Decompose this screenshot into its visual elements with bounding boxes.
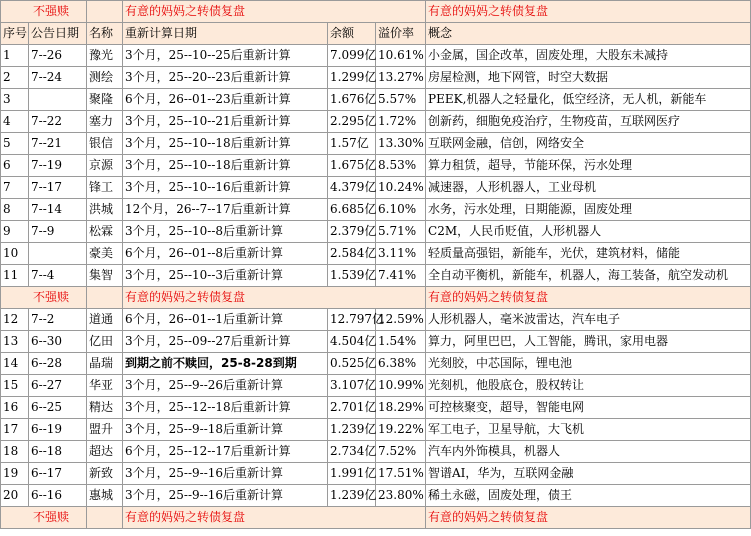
cell-no: 13 xyxy=(1,331,29,353)
banner-right: 有意的妈妈之转债复盘 xyxy=(426,507,751,529)
cell-date: 6--19 xyxy=(29,419,87,441)
cell-concept: 汽车内外饰模具，机器人 xyxy=(426,441,751,463)
banner-left: 不强赎 xyxy=(1,1,87,23)
cell-prem: 10.99% xyxy=(376,375,426,397)
cell-no: 9 xyxy=(1,221,29,243)
cell-bal: 1.57亿 xyxy=(328,133,376,155)
cell-prem: 19.22% xyxy=(376,419,426,441)
cell-bal: 1.239亿 xyxy=(328,419,376,441)
cell-name: 塞力 xyxy=(87,111,123,133)
cell-date: 7--19 xyxy=(29,155,87,177)
table-row xyxy=(1,155,751,177)
cell-date xyxy=(29,243,87,265)
banner-row xyxy=(1,287,751,309)
banner-empty-cell xyxy=(87,507,123,529)
cell-concept: 稀土永磁，固废处理，债王 xyxy=(426,485,751,507)
cell-no: 14 xyxy=(1,353,29,375)
banner-mid: 有意的妈妈之转债复盘 xyxy=(123,1,426,23)
cell-concept: 军工电子，卫星导航，大飞机 xyxy=(426,419,751,441)
cell-bal: 1.239亿 xyxy=(328,485,376,507)
column-header: 重新计算日期 xyxy=(123,23,328,45)
cell-date: 6--25 xyxy=(29,397,87,419)
cell-prem: 1.72% xyxy=(376,111,426,133)
cell-recalc: 3个月，25--10--25后重新计算 xyxy=(123,45,328,67)
banner-row xyxy=(1,1,751,23)
cell-recalc: 3个月，25--10--16后重新计算 xyxy=(123,177,328,199)
cell-recalc: 3个月，25--9--16后重新计算 xyxy=(123,463,328,485)
table-row xyxy=(1,45,751,67)
header-row xyxy=(1,23,751,45)
table-row xyxy=(1,353,751,375)
cell-date: 6--27 xyxy=(29,375,87,397)
cell-date: 7--9 xyxy=(29,221,87,243)
cell-no: 15 xyxy=(1,375,29,397)
table-row xyxy=(1,309,751,331)
column-header: 余额 xyxy=(328,23,376,45)
cell-concept: 水务，污水处理，日期能源，固废处理 xyxy=(426,199,751,221)
cell-bal: 1.299亿 xyxy=(328,67,376,89)
table-row xyxy=(1,133,751,155)
cell-date: 7--22 xyxy=(29,111,87,133)
cell-concept: 算力，阿里巴巴，人工智能，腾讯，家用电器 xyxy=(426,331,751,353)
cell-no: 16 xyxy=(1,397,29,419)
cell-date xyxy=(29,89,87,111)
cell-prem: 18.29% xyxy=(376,397,426,419)
cell-recalc: 6个月，26--01--23后重新计算 xyxy=(123,89,328,111)
table-row xyxy=(1,419,751,441)
cell-date: 7--26 xyxy=(29,45,87,67)
cell-name: 华亚 xyxy=(87,375,123,397)
cell-name: 精达 xyxy=(87,397,123,419)
cell-date: 7--4 xyxy=(29,265,87,287)
cell-no: 12 xyxy=(1,309,29,331)
cell-no: 7 xyxy=(1,177,29,199)
cell-prem: 23.80% xyxy=(376,485,426,507)
cell-bal: 2.734亿 xyxy=(328,441,376,463)
cell-bal: 12.797亿 xyxy=(328,309,376,331)
cell-concept: 小金属，国企改革，固废处理，大股东未减持 xyxy=(426,45,751,67)
banner-empty-cell xyxy=(87,1,123,23)
cell-no: 20 xyxy=(1,485,29,507)
cell-bal: 0.525亿 xyxy=(328,353,376,375)
cell-concept: PEEK,机器人之轻量化，低空经济，无人机，新能车 xyxy=(426,89,751,111)
cell-recalc: 3个月，25--9--18后重新计算 xyxy=(123,419,328,441)
cell-prem: 17.51% xyxy=(376,463,426,485)
table-row xyxy=(1,177,751,199)
cell-recalc: 3个月，25--10--21后重新计算 xyxy=(123,111,328,133)
cell-bal: 7.099亿 xyxy=(328,45,376,67)
cell-concept: 光刻胶，中芯国际，锂电池 xyxy=(426,353,751,375)
cell-no: 5 xyxy=(1,133,29,155)
cell-no: 8 xyxy=(1,199,29,221)
cell-no: 6 xyxy=(1,155,29,177)
cell-name: 豫光 xyxy=(87,45,123,67)
column-header: 序号 xyxy=(1,23,29,45)
cell-date: 6--30 xyxy=(29,331,87,353)
cell-name: 聚隆 xyxy=(87,89,123,111)
table-row xyxy=(1,463,751,485)
cell-no: 1 xyxy=(1,45,29,67)
cell-prem: 5.57% xyxy=(376,89,426,111)
banner-right: 有意的妈妈之转债复盘 xyxy=(426,287,751,309)
cell-bal: 3.107亿 xyxy=(328,375,376,397)
column-header: 溢价率 xyxy=(376,23,426,45)
table-row xyxy=(1,89,751,111)
cell-date: 6--16 xyxy=(29,485,87,507)
cell-bal: 2.379亿 xyxy=(328,221,376,243)
table-row xyxy=(1,331,751,353)
cell-prem: 3.11% xyxy=(376,243,426,265)
column-header: 概念 xyxy=(426,23,751,45)
table-row xyxy=(1,397,751,419)
cell-recalc: 3个月，25--10--8后重新计算 xyxy=(123,221,328,243)
cell-name: 松霖 xyxy=(87,221,123,243)
banner-empty-cell xyxy=(87,287,123,309)
cell-no: 18 xyxy=(1,441,29,463)
cell-prem: 7.41% xyxy=(376,265,426,287)
table-row xyxy=(1,485,751,507)
cell-date: 6--18 xyxy=(29,441,87,463)
table-row xyxy=(1,441,751,463)
cell-name: 京源 xyxy=(87,155,123,177)
banner-mid: 有意的妈妈之转债复盘 xyxy=(123,507,426,529)
cell-prem: 5.71% xyxy=(376,221,426,243)
cell-no: 2 xyxy=(1,67,29,89)
cell-recalc: 3个月，25--20--23后重新计算 xyxy=(123,67,328,89)
cell-name: 道通 xyxy=(87,309,123,331)
banner-left: 不强赎 xyxy=(1,507,87,529)
cell-no: 3 xyxy=(1,89,29,111)
cell-concept: C2M，人民币贬值，人形机器人 xyxy=(426,221,751,243)
cell-bal: 6.685亿 xyxy=(328,199,376,221)
table-row xyxy=(1,265,751,287)
cell-name: 测绘 xyxy=(87,67,123,89)
cell-prem: 8.53% xyxy=(376,155,426,177)
cell-bal: 2.701亿 xyxy=(328,397,376,419)
cell-bal: 1.675亿 xyxy=(328,155,376,177)
cell-recalc: 3个月，25--09--27后重新计算 xyxy=(123,331,328,353)
banner-right: 有意的妈妈之转债复盘 xyxy=(426,1,751,23)
cell-concept: 创新药，细胞免疫治疗，生物疫苗，互联网医疗 xyxy=(426,111,751,133)
cell-name: 银信 xyxy=(87,133,123,155)
table-row xyxy=(1,67,751,89)
cell-recalc: 6个月，26--01--8后重新计算 xyxy=(123,243,328,265)
cell-date: 7--17 xyxy=(29,177,87,199)
cell-concept: 轻质量高强铝，新能车，光伏，建筑材料，储能 xyxy=(426,243,751,265)
cell-no: 19 xyxy=(1,463,29,485)
column-header: 公告日期 xyxy=(29,23,87,45)
banner-mid: 有意的妈妈之转债复盘 xyxy=(123,287,426,309)
cell-recalc: 3个月，25--10--18后重新计算 xyxy=(123,133,328,155)
cell-concept: 算力租赁，超导，节能环保，污水处理 xyxy=(426,155,751,177)
cell-concept: 可控核聚变，超导，智能电网 xyxy=(426,397,751,419)
cell-recalc: 12个月，26--7--17后重新计算 xyxy=(123,199,328,221)
cell-bal: 1.991亿 xyxy=(328,463,376,485)
cell-bal: 1.676亿 xyxy=(328,89,376,111)
cell-no: 10 xyxy=(1,243,29,265)
cell-name: 集智 xyxy=(87,265,123,287)
cell-bal: 4.504亿 xyxy=(328,331,376,353)
cell-name: 新致 xyxy=(87,463,123,485)
cell-date: 6--28 xyxy=(29,353,87,375)
cell-prem: 10.61% xyxy=(376,45,426,67)
cell-date: 6--17 xyxy=(29,463,87,485)
table-row xyxy=(1,199,751,221)
cell-bal: 1.539亿 xyxy=(328,265,376,287)
table-row xyxy=(1,111,751,133)
cell-bal: 2.295亿 xyxy=(328,111,376,133)
cell-recalc: 到期之前不赎回，25-8-28到期 xyxy=(123,353,328,375)
cell-prem: 7.52% xyxy=(376,441,426,463)
cell-prem: 13.30% xyxy=(376,133,426,155)
cell-no: 4 xyxy=(1,111,29,133)
cell-concept: 光刻机，他股底仓，股权转让 xyxy=(426,375,751,397)
cell-prem: 13.27% xyxy=(376,67,426,89)
cell-prem: 6.38% xyxy=(376,353,426,375)
table-row xyxy=(1,375,751,397)
cell-recalc: 3个月，25--12--18后重新计算 xyxy=(123,397,328,419)
cell-concept: 互联网金融，信创，网络安全 xyxy=(426,133,751,155)
cell-recalc: 3个月，25--9--16后重新计算 xyxy=(123,485,328,507)
cell-prem: 1.54% xyxy=(376,331,426,353)
cell-name: 盟升 xyxy=(87,419,123,441)
cell-prem: 10.24% xyxy=(376,177,426,199)
cell-date: 7--24 xyxy=(29,67,87,89)
table-row xyxy=(1,221,751,243)
cell-recalc: 3个月，25--9--26后重新计算 xyxy=(123,375,328,397)
cell-no: 11 xyxy=(1,265,29,287)
banner-row xyxy=(1,507,751,529)
cell-prem: 6.10% xyxy=(376,199,426,221)
cell-date: 7--14 xyxy=(29,199,87,221)
cell-concept: 人形机器人，毫米波雷达，汽车电子 xyxy=(426,309,751,331)
cell-date: 7--2 xyxy=(29,309,87,331)
cell-no: 17 xyxy=(1,419,29,441)
cell-name: 惠城 xyxy=(87,485,123,507)
cell-concept: 房屋检测，地下网管，时空大数据 xyxy=(426,67,751,89)
cell-name: 亿田 xyxy=(87,331,123,353)
cell-recalc: 6个月，25--12--17后重新计算 xyxy=(123,441,328,463)
cell-name: 锋工 xyxy=(87,177,123,199)
cell-concept: 减速器，人形机器人，工业母机 xyxy=(426,177,751,199)
cell-concept: 全自动平衡机，新能车，机器人，海工装备，航空发动机 xyxy=(426,265,751,287)
cell-recalc: 3个月，25--10--3后重新计算 xyxy=(123,265,328,287)
column-header: 名称 xyxy=(87,23,123,45)
banner-left: 不强赎 xyxy=(1,287,87,309)
cell-name: 晶瑞 xyxy=(87,353,123,375)
table-row xyxy=(1,243,751,265)
cell-name: 豪美 xyxy=(87,243,123,265)
cell-bal: 4.379亿 xyxy=(328,177,376,199)
cell-date: 7--21 xyxy=(29,133,87,155)
cell-name: 洪城 xyxy=(87,199,123,221)
cell-concept: 智谱AI，华为，互联网金融 xyxy=(426,463,751,485)
cell-name: 超达 xyxy=(87,441,123,463)
cell-bal: 2.584亿 xyxy=(328,243,376,265)
cell-prem: 12.59% xyxy=(376,309,426,331)
cell-recalc: 6个月，26--01--1后重新计算 xyxy=(123,309,328,331)
cell-recalc: 3个月，25--10--18后重新计算 xyxy=(123,155,328,177)
